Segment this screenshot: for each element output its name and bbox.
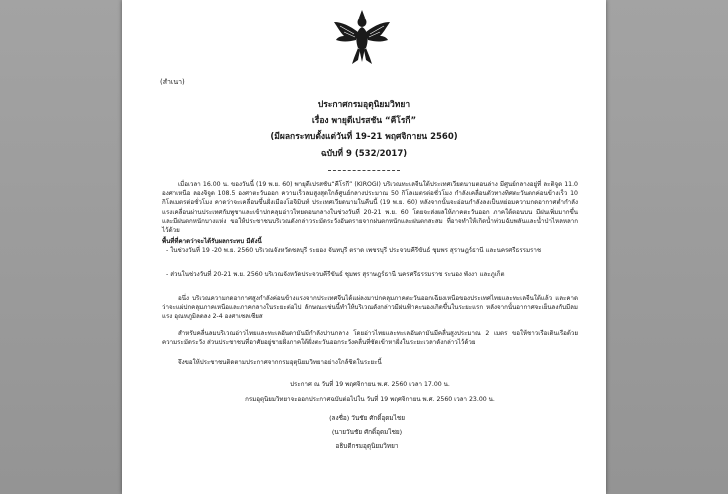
effective-dates: (มีผลกระทบตั้งแต่วันที่ 19-21 พฤศจิกายน 2560)	[270, 132, 458, 142]
affected-area-1: - ในช่วงวันที่ 19 -20 พ.ย. 2560 บริเวณจังหวัดชลบุรี ระยอง จันทบุรี ตราด เพชรบุรี ประจวบคีรีขันธ์ ชุมพร สุราษฎร์ธานี และนครศรีธรรมราช	[166, 247, 542, 254]
signer-title: อธิบดีกรมอุตุนิยมวิทยา	[335, 442, 399, 450]
sea-paragraph: สำหรับคลื่นลมบริเวณอ่าวไทยและทะเลอันดามันมีกำลังปานกลาง โดยอ่าวไทยและทะเลอันดามันมีคลื่นสูงประมาณ 2 เมตร ขอให้ชาวเรือเดินเรือด้วยความระมัดระวัง ส่วนประชาชนที่อาศัยอยู่ชายฝั่งภาคใต้ฝั่งตะวันออกระวังคลื่นที่ซัดเข้าหาฝั่งในระยะเวลาดังกล่าวไว้ด้วย	[162, 330, 578, 347]
garuda-emblem-icon	[330, 8, 394, 66]
signer-name: (นายวันชัย ศักดิ์อุดมไชย)	[331, 428, 403, 436]
signature-line: (ลงชื่อ) วันชัย ศักดิ์อุดมไชย	[329, 414, 405, 422]
announcement-title: ประกาศกรมอุตุนิยมวิทยา	[317, 100, 411, 110]
affected-area-2: - ส่วนในช่วงวันที่ 20-21 พ.ย. 2560 บริเวณจังหวัดประจวบคีรีขันธ์ ชุมพร สุราษฎร์ธานี นครศรีธรรมราช ระนอง พังงา และภูเก็ต	[166, 271, 505, 278]
affected-heading: พื้นที่ที่คาดว่าจะได้รับผลกระทบ มีดังนี้	[162, 238, 262, 245]
storm-paragraph: เมื่อเวลา 16.00 น. ของวันนี้ (19 พ.ย. 60) พายุดีเปรสชัน“คีโรกี” (KIROGI) บริเวณทะเลจีนใต้ประเทศเวียดนามตอนล่าง มีศูนย์กลางอยู่ที่ ละติจูด 11.0 องศาเหนือ ลองจิจูด 108.5 องศาตะวันออก ความเร็วลมสูงสุดใกล้ศูนย์กลางประมาณ 50 กิโลเมตรต่อชั่วโมง กำลังเคลื่อนตัวทางทิศตะวันตกค่อนข้างเร็ว 10 กิโลเมตรต่อชั่วโมง คาดว่าจะเคลื่อนขึ้นฝั่งเมืองโฮจิมินท์ ประเทศเวียดนามในคืนนี้ (19 พ.ย. 60) หลังจากนั้นจะอ่อนกำลังลงเป็นหย่อมความกดอากาศต่ำกำลังแรงเคลื่อนผ่านประเทศกัมพูชาและเข้าปกคลุมอ่าวไทยตอนกลางในช่วงวันที่ 20-21 พ.ย. 60 โดยจะส่งผลให้ภาคตะวันออก ภาคใต้ตอนบน มีฝนเพิ่มมากขึ้นและมีฝนตกหนักบางแห่ง ขอให้ประชาชนบริเวณดังกล่าวระมัดระวังอันตรายจากฝนตกหนักและฝนตกสะสม ที่อาจทำให้เกิดน้ำท่วมฉับพลันและน้ำป่าไหลหลากไว้ด้วย	[162, 181, 578, 235]
document-page	[122, 0, 606, 494]
cold-air-paragraph: อนึ่ง บริเวณความกดอากาศสูงกำลังค่อนข้างแรงจากประเทศจีนได้แผ่ลงมาปกคลุมภาคตะวันออกเฉียงเหนือของประเทศไทยและทะเลจีนใต้แล้ว และคาดว่าจะแผ่ปกคลุมภาคเหนือและภาคกลางในระยะต่อไป ลักษณะเช่นนี้ทำให้บริเวณดังกล่าวมีฝนฟ้าคะนองเกิดขึ้นในระยะแรก หลังจากนั้นอากาศจะเย็นลงกับมีลมแรง อุณหภูมิลดลง 2-4 องศาเซลเซียส	[162, 295, 578, 321]
follow-up-line: จึงขอให้ประชาชนติดตามประกาศจากกรมอุตุนิยมวิทยาอย่างใกล้ชิดในระยะนี้	[178, 359, 382, 366]
divider	[328, 170, 400, 171]
issue-number: ฉบับที่ 9 (532/2017)	[320, 149, 408, 159]
subject-line: เรื่อง พายุดีเปรสชัน “คีโรกี”	[311, 116, 417, 126]
next-issue-line: กรมอุตุนิยมวิทยาจะออกประกาศฉบับต่อไปใน วันที่ 19 พฤศจิกายน พ.ศ. 2560 เวลา 23.00 น.	[245, 396, 495, 403]
copy-label: (สำเนา)	[160, 78, 185, 86]
announced-line: ประกาศ ณ วันที่ 19 พฤศจิกายน พ.ศ. 2560 เวลา 17.00 น.	[290, 381, 450, 388]
